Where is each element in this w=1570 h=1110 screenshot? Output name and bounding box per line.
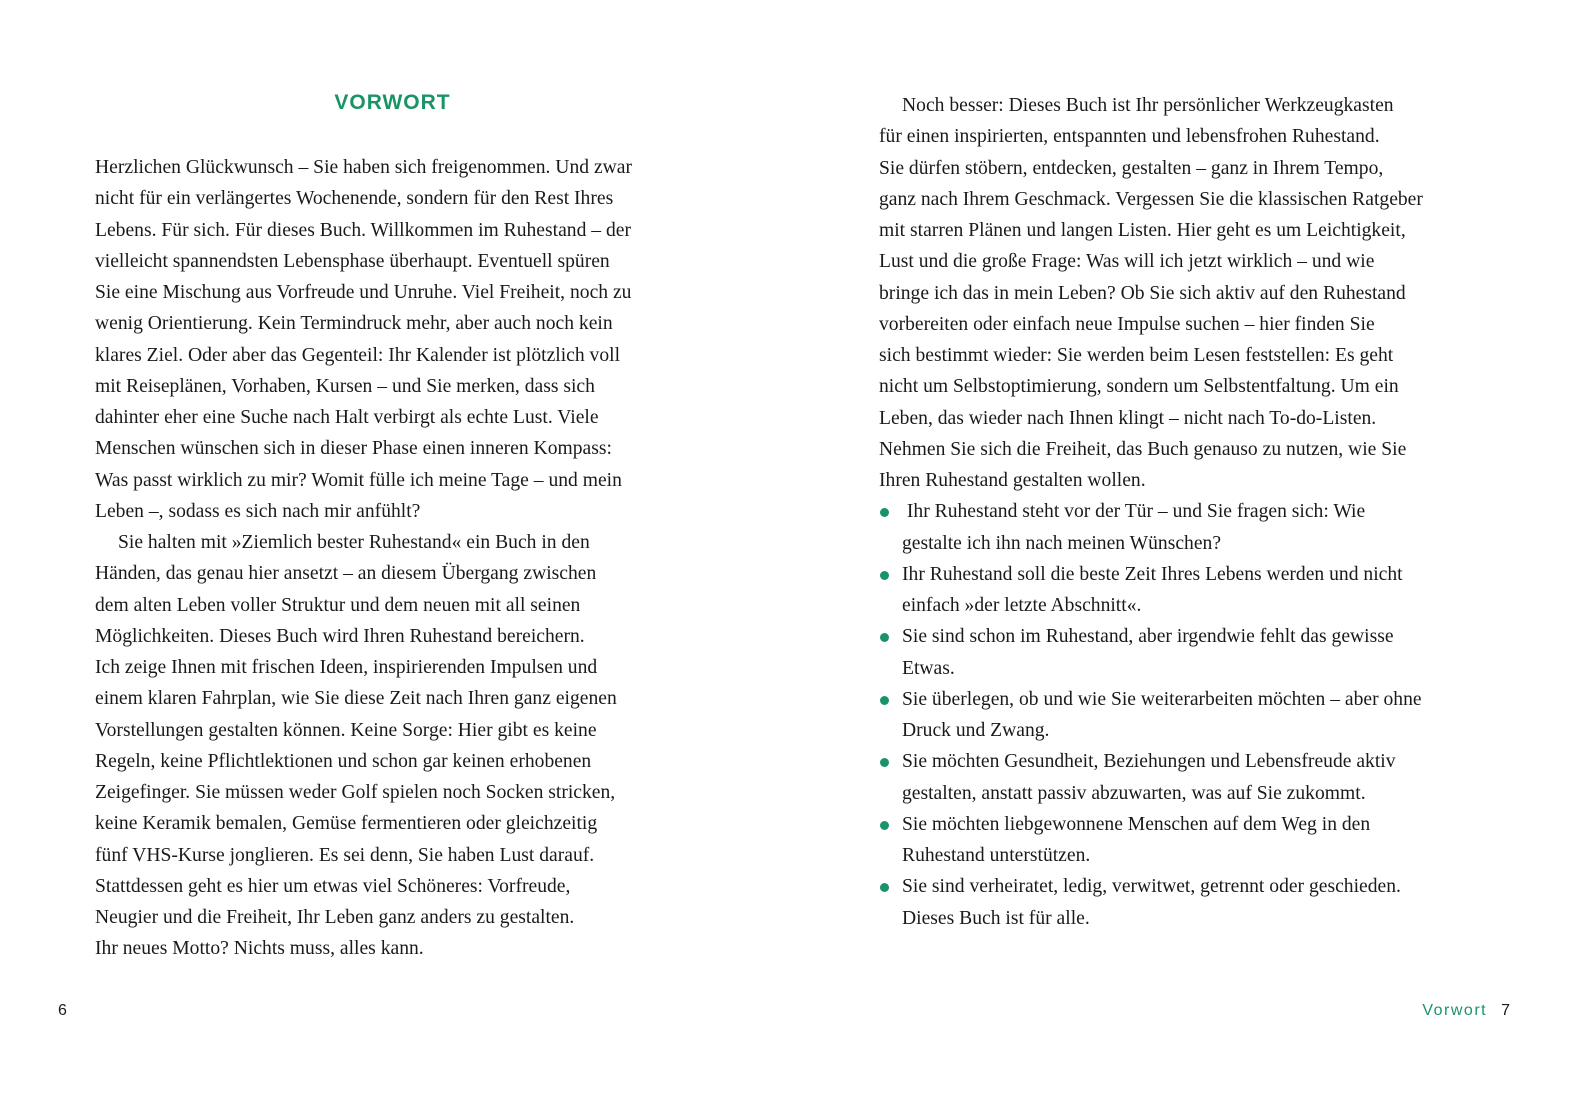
bullet-icon bbox=[880, 508, 889, 517]
page-number: 7 bbox=[1501, 1002, 1510, 1019]
right-page-body bbox=[879, 90, 1519, 934]
text-line: gestalte ich ihn nach meinen Wünschen? bbox=[902, 532, 1222, 554]
list-item bbox=[879, 809, 1519, 872]
text-line: Regeln, keine Pflichtlektionen und schon gar keinen erhobenen bbox=[95, 750, 592, 772]
text-line: Lust und die große Frage: Was will ich jetzt wirklich – und wie bbox=[879, 251, 1375, 273]
list-item bbox=[879, 496, 1519, 559]
list-item bbox=[879, 746, 1519, 809]
text-line: nicht um Selbstoptimierung, sondern um Selbstentfaltung. Um ein bbox=[879, 376, 1399, 398]
text-line: Lebens. Für sich. Für dieses Buch. Willkommen im Ruhestand – der bbox=[95, 219, 631, 241]
text-line: Leben –, sodass es sich nach mir anfühlt? bbox=[95, 500, 421, 522]
text-line: Herzlichen Glückwunsch – Sie haben sich freigenommen. Und zwar bbox=[95, 157, 633, 178]
text-line: Menschen wünschen sich in dieser Phase einen inneren Kompass: bbox=[95, 438, 612, 460]
text-line: einfach »der letzte Abschnitt«. bbox=[902, 595, 1142, 616]
text-line: keine Keramik bemalen, Gemüse fermentieren oder gleichzeitig bbox=[95, 813, 598, 835]
text-line: Vorstellungen gestalten können. Keine Sorge: Hier gibt es keine bbox=[95, 719, 597, 741]
text-line: Sie möchten Gesundheit, Beziehungen und Lebensfreude aktiv bbox=[902, 751, 1396, 773]
text-line: Sie sind verheiratet, ledig, verwitwet, getrennt oder geschieden. bbox=[902, 876, 1401, 898]
list-item bbox=[879, 621, 1519, 684]
text-line: Ruhestand unterstützen. bbox=[902, 845, 1091, 866]
bullet-icon bbox=[880, 883, 889, 892]
left-page-body bbox=[95, 152, 715, 965]
text-line: Noch besser: Dieses Buch ist Ihr persönlicher Werkzeugkasten bbox=[902, 95, 1394, 116]
text-line: fünf VHS-Kurse jonglieren. Es sei denn, Sie haben Lust darauf. bbox=[95, 844, 595, 866]
text-line: nicht für ein verlängertes Wochenende, sondern für den Rest Ihres bbox=[95, 188, 614, 210]
text-line: Sie eine Mischung aus Vorfreude und Unruhe. Viel Freiheit, noch zu bbox=[95, 282, 632, 303]
text-line: Ihr Ruhestand soll die beste Zeit Ihres Lebens werden und nicht bbox=[902, 563, 1403, 585]
text-line: ganz nach Ihrem Geschmack. Vergessen Sie die klassischen Ratgeber bbox=[879, 188, 1423, 210]
paragraph bbox=[879, 90, 1519, 496]
page-footer bbox=[1422, 1000, 1510, 1022]
text-line: Ich zeige Ihnen mit frischen Ideen, inspirierenden Impulsen und bbox=[95, 657, 598, 678]
text-line: Druck und Zwang. bbox=[902, 720, 1050, 741]
paragraph bbox=[95, 152, 715, 527]
running-head: Vorwort bbox=[1422, 1002, 1488, 1019]
text-line: Ihren Ruhestand gestalten wollen. bbox=[879, 470, 1146, 491]
text-line: Sie halten mit »Ziemlich bester Ruhestand« ein Buch in den bbox=[118, 532, 590, 553]
list-item bbox=[879, 871, 1519, 934]
text-line: Sie möchten liebgewonnene Menschen auf dem Weg in den bbox=[902, 813, 1371, 835]
text-line: Leben, das wieder nach Ihnen klingt – nicht nach To-do-Listen. bbox=[879, 407, 1377, 429]
text-line: vielleicht spannendsten Lebensphase überhaupt. Eventuell spüren bbox=[95, 250, 610, 272]
text-line: Stattdessen geht es hier um etwas viel Schöneres: Vorfreude, bbox=[95, 875, 571, 897]
text-line: Nehmen Sie sich die Freiheit, das Buch genauso zu nutzen, wie Sie bbox=[879, 438, 1407, 460]
text-line: Neugier und die Freiheit, Ihr Leben ganz anders zu gestalten. bbox=[95, 907, 575, 928]
bullet-icon bbox=[880, 633, 889, 642]
bullet-icon bbox=[880, 821, 889, 830]
text-line: Sie dürfen stöbern, entdecken, gestalten – ganz in Ihrem Tempo, bbox=[879, 157, 1384, 179]
text-line: Sie sind schon im Ruhestand, aber irgendwie fehlt das gewisse bbox=[902, 626, 1394, 648]
text-line: Ihr neues Motto? Nichts muss, alles kann. bbox=[95, 938, 424, 960]
page-number: 6 bbox=[58, 1002, 67, 1019]
text-line: klares Ziel. Oder aber das Gegenteil: Ihr Kalender ist plötzlich voll bbox=[95, 344, 621, 366]
text-line: Was passt wirklich zu mir? Womit fülle ich meine Tage – und mein bbox=[95, 469, 622, 491]
text-line: bringe ich das in mein Leben? Ob Sie sich aktiv auf den Ruhestand bbox=[879, 282, 1406, 304]
paragraph bbox=[95, 527, 715, 965]
text-line: Sie überlegen, ob und wie Sie weiterarbeiten möchten – aber ohne bbox=[902, 688, 1422, 710]
text-line: Etwas. bbox=[902, 657, 955, 679]
text-line: Zeigefinger. Sie müssen weder Golf spielen noch Socken stricken, bbox=[95, 782, 616, 803]
text-line: einem klaren Fahrplan, wie Sie diese Zeit nach Ihren ganz eigenen bbox=[95, 688, 617, 710]
right-page bbox=[785, 0, 1570, 1110]
bullet-list bbox=[879, 496, 1519, 934]
list-item bbox=[879, 559, 1519, 622]
text-line: mit starren Plänen und langen Listen. Hier geht es um Leichtigkeit, bbox=[879, 220, 1406, 241]
text-line: dahinter eher eine Suche nach Halt verbirgt als echte Lust. Viele bbox=[95, 407, 599, 428]
text-line: Dieses Buch ist für alle. bbox=[902, 907, 1090, 929]
text-line: wenig Orientierung. Kein Termindruck mehr, aber auch noch kein bbox=[95, 313, 613, 335]
text-line: Ihr Ruhestand steht vor der Tür – und Sie fragen sich: Wie bbox=[902, 501, 1366, 523]
text-line: dem alten Leben voller Struktur und dem neuen mit all seinen bbox=[95, 594, 581, 616]
text-line: gestalten, anstatt passiv abzuwarten, was auf Sie zukommt. bbox=[902, 782, 1366, 804]
text-line: Möglichkeiten. Dieses Buch wird Ihren Ruhestand bereichern. bbox=[95, 625, 585, 647]
bullet-icon bbox=[880, 758, 889, 767]
bullet-icon bbox=[880, 696, 889, 705]
chapter-title: VORWORT bbox=[334, 91, 451, 114]
text-line: mit Reiseplänen, Vorhaben, Kursen – und Sie merken, dass sich bbox=[95, 375, 595, 397]
text-line: Händen, das genau hier ansetzt – an diesem Übergang zwischen bbox=[95, 563, 597, 585]
bullet-icon bbox=[880, 571, 889, 580]
text-line: für einen inspirierten, entspannten und lebensfrohen Ruhestand. bbox=[879, 126, 1380, 148]
text-line: vorbereiten oder einfach neue Impulse suchen – hier finden Sie bbox=[879, 313, 1375, 335]
text-line: sich bestimmt wieder: Sie werden beim Lesen feststellen: Es geht bbox=[879, 345, 1394, 366]
list-item bbox=[879, 684, 1519, 747]
